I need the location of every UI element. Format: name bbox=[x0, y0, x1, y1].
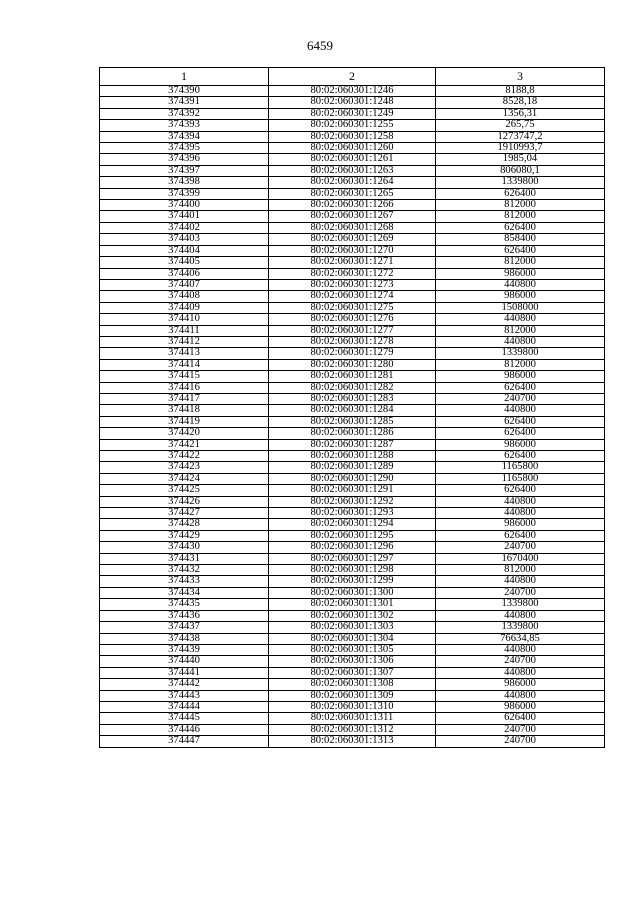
cadastral-number-cell: 80:02:060301:1305 bbox=[269, 644, 436, 655]
table-row bbox=[100, 587, 605, 598]
cadastral-number-cell: 80:02:060301:1277 bbox=[269, 325, 436, 336]
table-row bbox=[100, 690, 605, 701]
value-cell: 812000 bbox=[436, 211, 605, 222]
cadastral-number-cell: 80:02:060301:1281 bbox=[269, 371, 436, 382]
table-row bbox=[100, 622, 605, 633]
cadastral-number-cell: 80:02:060301:1304 bbox=[269, 633, 436, 644]
table-row bbox=[100, 530, 605, 541]
table-row bbox=[100, 428, 605, 439]
value-cell: 986000 bbox=[436, 701, 605, 712]
cadastral-number-cell: 80:02:060301:1310 bbox=[269, 701, 436, 712]
value-cell: 440800 bbox=[436, 610, 605, 621]
row-number-cell: 374405 bbox=[100, 257, 269, 268]
table-row bbox=[100, 439, 605, 450]
table-row bbox=[100, 120, 605, 131]
row-number-cell: 374394 bbox=[100, 131, 269, 142]
table-row bbox=[100, 553, 605, 564]
row-number-cell: 374441 bbox=[100, 667, 269, 678]
value-cell: 1910993,7 bbox=[436, 143, 605, 154]
row-number-cell: 374399 bbox=[100, 188, 269, 199]
row-number-cell: 374440 bbox=[100, 656, 269, 667]
cadastral-number-cell: 80:02:060301:1302 bbox=[269, 610, 436, 621]
value-cell: 1339800 bbox=[436, 348, 605, 359]
row-number-cell: 374419 bbox=[100, 416, 269, 427]
table-row bbox=[100, 576, 605, 587]
cadastral-number-cell: 80:02:060301:1307 bbox=[269, 667, 436, 678]
table-row bbox=[100, 108, 605, 119]
row-number-cell: 374424 bbox=[100, 473, 269, 484]
row-number-cell: 374442 bbox=[100, 679, 269, 690]
cadastral-number-cell: 80:02:060301:1291 bbox=[269, 485, 436, 496]
cadastral-number-cell: 80:02:060301:1284 bbox=[269, 405, 436, 416]
row-number-cell: 374427 bbox=[100, 508, 269, 519]
row-number-cell: 374397 bbox=[100, 165, 269, 176]
value-cell: 240700 bbox=[436, 724, 605, 735]
value-cell: 1508000 bbox=[436, 302, 605, 313]
cadastral-number-cell: 80:02:060301:1287 bbox=[269, 439, 436, 450]
table-row bbox=[100, 565, 605, 576]
table-row bbox=[100, 188, 605, 199]
value-cell: 240700 bbox=[436, 393, 605, 404]
value-cell: 265,75 bbox=[436, 120, 605, 131]
row-number-cell: 374403 bbox=[100, 234, 269, 245]
table-row bbox=[100, 610, 605, 621]
value-cell: 440800 bbox=[436, 508, 605, 519]
cadastral-number-cell: 80:02:060301:1272 bbox=[269, 268, 436, 279]
table-row bbox=[100, 496, 605, 507]
table-row bbox=[100, 599, 605, 610]
cadastral-number-cell: 80:02:060301:1270 bbox=[269, 245, 436, 256]
row-number-cell: 374408 bbox=[100, 291, 269, 302]
value-cell: 1165800 bbox=[436, 462, 605, 473]
table-row bbox=[100, 667, 605, 678]
value-cell: 812000 bbox=[436, 359, 605, 370]
row-number-cell: 374434 bbox=[100, 587, 269, 598]
cadastral-number-cell: 80:02:060301:1285 bbox=[269, 416, 436, 427]
value-cell: 986000 bbox=[436, 439, 605, 450]
cadastral-number-cell: 80:02:060301:1264 bbox=[269, 177, 436, 188]
value-cell: 812000 bbox=[436, 200, 605, 211]
table-row bbox=[100, 245, 605, 256]
value-cell: 626400 bbox=[436, 713, 605, 724]
cadastral-number-cell: 80:02:060301:1313 bbox=[269, 736, 436, 747]
value-cell: 240700 bbox=[436, 587, 605, 598]
table-row bbox=[100, 393, 605, 404]
table-row bbox=[100, 154, 605, 165]
cadastral-number-cell: 80:02:060301:1299 bbox=[269, 576, 436, 587]
cadastral-number-cell: 80:02:060301:1246 bbox=[269, 86, 436, 97]
row-number-cell: 374436 bbox=[100, 610, 269, 621]
header-row bbox=[100, 68, 605, 86]
cadastral-number-cell: 80:02:060301:1312 bbox=[269, 724, 436, 735]
table-row bbox=[100, 736, 605, 747]
table-row bbox=[100, 633, 605, 644]
cadastral-number-cell: 80:02:060301:1298 bbox=[269, 565, 436, 576]
row-number-cell: 374393 bbox=[100, 120, 269, 131]
value-cell: 440800 bbox=[436, 405, 605, 416]
cadastral-number-cell: 80:02:060301:1296 bbox=[269, 542, 436, 553]
cadastral-number-cell: 80:02:060301:1295 bbox=[269, 530, 436, 541]
value-cell: 626400 bbox=[436, 416, 605, 427]
value-cell: 1339800 bbox=[436, 599, 605, 610]
table-row bbox=[100, 97, 605, 108]
row-number-cell: 374392 bbox=[100, 108, 269, 119]
row-number-cell: 374416 bbox=[100, 382, 269, 393]
value-cell: 626400 bbox=[436, 245, 605, 256]
value-cell: 440800 bbox=[436, 496, 605, 507]
value-cell: 812000 bbox=[436, 257, 605, 268]
cadastral-number-cell: 80:02:060301:1275 bbox=[269, 302, 436, 313]
row-number-cell: 374438 bbox=[100, 633, 269, 644]
cadastral-number-cell: 80:02:060301:1293 bbox=[269, 508, 436, 519]
value-cell: 812000 bbox=[436, 565, 605, 576]
table-row bbox=[100, 508, 605, 519]
table-row bbox=[100, 257, 605, 268]
row-number-cell: 374443 bbox=[100, 690, 269, 701]
table-row bbox=[100, 234, 605, 245]
table-row bbox=[100, 656, 605, 667]
row-number-cell: 374433 bbox=[100, 576, 269, 587]
value-cell: 440800 bbox=[436, 336, 605, 347]
cadastral-number-cell: 80:02:060301:1288 bbox=[269, 451, 436, 462]
cadastral-number-cell: 80:02:060301:1306 bbox=[269, 656, 436, 667]
row-number-cell: 374409 bbox=[100, 302, 269, 313]
value-cell: 76634,85 bbox=[436, 633, 605, 644]
row-number-cell: 374407 bbox=[100, 279, 269, 290]
row-number-cell: 374425 bbox=[100, 485, 269, 496]
row-number-cell: 374426 bbox=[100, 496, 269, 507]
value-cell: 240700 bbox=[436, 542, 605, 553]
column-header-3: 3 bbox=[436, 68, 605, 86]
value-cell: 806080,1 bbox=[436, 165, 605, 176]
value-cell: 240700 bbox=[436, 736, 605, 747]
cadastral-number-cell: 80:02:060301:1283 bbox=[269, 393, 436, 404]
value-cell: 626400 bbox=[436, 530, 605, 541]
row-number-cell: 374439 bbox=[100, 644, 269, 655]
row-number-cell: 374428 bbox=[100, 519, 269, 530]
cadastral-number-cell: 80:02:060301:1300 bbox=[269, 587, 436, 598]
table-row bbox=[100, 371, 605, 382]
value-cell: 986000 bbox=[436, 268, 605, 279]
table-row bbox=[100, 348, 605, 359]
table-row bbox=[100, 177, 605, 188]
row-number-cell: 374418 bbox=[100, 405, 269, 416]
row-number-cell: 374420 bbox=[100, 428, 269, 439]
row-number-cell: 374411 bbox=[100, 325, 269, 336]
cadastral-number-cell: 80:02:060301:1276 bbox=[269, 314, 436, 325]
cadastral-number-cell: 80:02:060301:1269 bbox=[269, 234, 436, 245]
table-row bbox=[100, 405, 605, 416]
table-row bbox=[100, 473, 605, 484]
table-row bbox=[100, 724, 605, 735]
cadastral-number-cell: 80:02:060301:1279 bbox=[269, 348, 436, 359]
cadastral-number-cell: 80:02:060301:1266 bbox=[269, 200, 436, 211]
table-row bbox=[100, 325, 605, 336]
row-number-cell: 374445 bbox=[100, 713, 269, 724]
cadastral-number-cell: 80:02:060301:1261 bbox=[269, 154, 436, 165]
row-number-cell: 374422 bbox=[100, 451, 269, 462]
table-row bbox=[100, 382, 605, 393]
table-row bbox=[100, 336, 605, 347]
row-number-cell: 374435 bbox=[100, 599, 269, 610]
table-body bbox=[100, 86, 605, 748]
value-cell: 8528,18 bbox=[436, 97, 605, 108]
cadastral-number-cell: 80:02:060301:1301 bbox=[269, 599, 436, 610]
table-row bbox=[100, 279, 605, 290]
value-cell: 440800 bbox=[436, 279, 605, 290]
cadastral-number-cell: 80:02:060301:1258 bbox=[269, 131, 436, 142]
cadastral-number-cell: 80:02:060301:1263 bbox=[269, 165, 436, 176]
cadastral-number-cell: 80:02:060301:1267 bbox=[269, 211, 436, 222]
table-row bbox=[100, 211, 605, 222]
cadastral-number-cell: 80:02:060301:1271 bbox=[269, 257, 436, 268]
table-row bbox=[100, 519, 605, 530]
table-row bbox=[100, 165, 605, 176]
cadastral-number-cell: 80:02:060301:1273 bbox=[269, 279, 436, 290]
value-cell: 1339800 bbox=[436, 622, 605, 633]
row-number-cell: 374412 bbox=[100, 336, 269, 347]
table-row bbox=[100, 462, 605, 473]
row-number-cell: 374404 bbox=[100, 245, 269, 256]
value-cell: 812000 bbox=[436, 325, 605, 336]
row-number-cell: 374431 bbox=[100, 553, 269, 564]
row-number-cell: 374430 bbox=[100, 542, 269, 553]
table-row bbox=[100, 416, 605, 427]
value-cell: 8188,8 bbox=[436, 86, 605, 97]
value-cell: 1165800 bbox=[436, 473, 605, 484]
value-cell: 986000 bbox=[436, 679, 605, 690]
cadastral-number-cell: 80:02:060301:1290 bbox=[269, 473, 436, 484]
table-row bbox=[100, 291, 605, 302]
value-cell: 1670400 bbox=[436, 553, 605, 564]
column-header-2: 2 bbox=[269, 68, 436, 86]
row-number-cell: 374401 bbox=[100, 211, 269, 222]
value-cell: 626400 bbox=[436, 188, 605, 199]
row-number-cell: 374432 bbox=[100, 565, 269, 576]
cadastral-number-cell: 80:02:060301:1248 bbox=[269, 97, 436, 108]
value-cell: 626400 bbox=[436, 485, 605, 496]
value-cell: 240700 bbox=[436, 656, 605, 667]
table-row bbox=[100, 701, 605, 712]
row-number-cell: 374410 bbox=[100, 314, 269, 325]
value-cell: 626400 bbox=[436, 382, 605, 393]
table-row bbox=[100, 359, 605, 370]
cadastral-number-cell: 80:02:060301:1268 bbox=[269, 222, 436, 233]
table-row bbox=[100, 302, 605, 313]
cadastral-number-cell: 80:02:060301:1260 bbox=[269, 143, 436, 154]
row-number-cell: 374415 bbox=[100, 371, 269, 382]
value-cell: 626400 bbox=[436, 222, 605, 233]
table-row bbox=[100, 86, 605, 97]
column-header-1: 1 bbox=[100, 68, 269, 86]
table-row bbox=[100, 268, 605, 279]
row-number-cell: 374423 bbox=[100, 462, 269, 473]
value-cell: 1339800 bbox=[436, 177, 605, 188]
row-number-cell: 374402 bbox=[100, 222, 269, 233]
value-cell: 986000 bbox=[436, 371, 605, 382]
table-row bbox=[100, 644, 605, 655]
cadastral-number-cell: 80:02:060301:1274 bbox=[269, 291, 436, 302]
cadastral-number-cell: 80:02:060301:1289 bbox=[269, 462, 436, 473]
value-cell: 986000 bbox=[436, 291, 605, 302]
value-cell: 440800 bbox=[436, 644, 605, 655]
value-cell: 1985,04 bbox=[436, 154, 605, 165]
cadastral-number-cell: 80:02:060301:1297 bbox=[269, 553, 436, 564]
page-number: 6459 bbox=[307, 38, 333, 53]
value-cell: 440800 bbox=[436, 314, 605, 325]
table-row bbox=[100, 679, 605, 690]
cadastral-number-cell: 80:02:060301:1303 bbox=[269, 622, 436, 633]
row-number-cell: 374390 bbox=[100, 86, 269, 97]
row-number-cell: 374400 bbox=[100, 200, 269, 211]
value-cell: 440800 bbox=[436, 576, 605, 587]
cadastral-number-cell: 80:02:060301:1265 bbox=[269, 188, 436, 199]
row-number-cell: 374446 bbox=[100, 724, 269, 735]
row-number-cell: 374417 bbox=[100, 393, 269, 404]
cadastral-number-cell: 80:02:060301:1292 bbox=[269, 496, 436, 507]
row-number-cell: 374437 bbox=[100, 622, 269, 633]
value-cell: 626400 bbox=[436, 451, 605, 462]
table-row bbox=[100, 542, 605, 553]
table-row bbox=[100, 451, 605, 462]
cadastral-number-cell: 80:02:060301:1286 bbox=[269, 428, 436, 439]
row-number-cell: 374396 bbox=[100, 154, 269, 165]
value-cell: 626400 bbox=[436, 428, 605, 439]
row-number-cell: 374447 bbox=[100, 736, 269, 747]
row-number-cell: 374421 bbox=[100, 439, 269, 450]
value-cell: 1273747,2 bbox=[436, 131, 605, 142]
value-cell: 440800 bbox=[436, 667, 605, 678]
value-cell: 440800 bbox=[436, 690, 605, 701]
table-row bbox=[100, 314, 605, 325]
row-number-cell: 374414 bbox=[100, 359, 269, 370]
value-cell: 858400 bbox=[436, 234, 605, 245]
cadastral-number-cell: 80:02:060301:1308 bbox=[269, 679, 436, 690]
row-number-cell: 374398 bbox=[100, 177, 269, 188]
row-number-cell: 374413 bbox=[100, 348, 269, 359]
cadastral-number-cell: 80:02:060301:1294 bbox=[269, 519, 436, 530]
data-table bbox=[99, 67, 605, 748]
cadastral-number-cell: 80:02:060301:1249 bbox=[269, 108, 436, 119]
row-number-cell: 374406 bbox=[100, 268, 269, 279]
cadastral-number-cell: 80:02:060301:1311 bbox=[269, 713, 436, 724]
cadastral-number-cell: 80:02:060301:1309 bbox=[269, 690, 436, 701]
cadastral-number-cell: 80:02:060301:1278 bbox=[269, 336, 436, 347]
value-cell: 986000 bbox=[436, 519, 605, 530]
row-number-cell: 374395 bbox=[100, 143, 269, 154]
cadastral-number-cell: 80:02:060301:1255 bbox=[269, 120, 436, 131]
table-row bbox=[100, 131, 605, 142]
cadastral-number-cell: 80:02:060301:1280 bbox=[269, 359, 436, 370]
table-row bbox=[100, 713, 605, 724]
cadastral-number-cell: 80:02:060301:1282 bbox=[269, 382, 436, 393]
table-row bbox=[100, 143, 605, 154]
row-number-cell: 374444 bbox=[100, 701, 269, 712]
table-row bbox=[100, 222, 605, 233]
table-row bbox=[100, 200, 605, 211]
table-row bbox=[100, 485, 605, 496]
row-number-cell: 374391 bbox=[100, 97, 269, 108]
row-number-cell: 374429 bbox=[100, 530, 269, 541]
value-cell: 1356,31 bbox=[436, 108, 605, 119]
